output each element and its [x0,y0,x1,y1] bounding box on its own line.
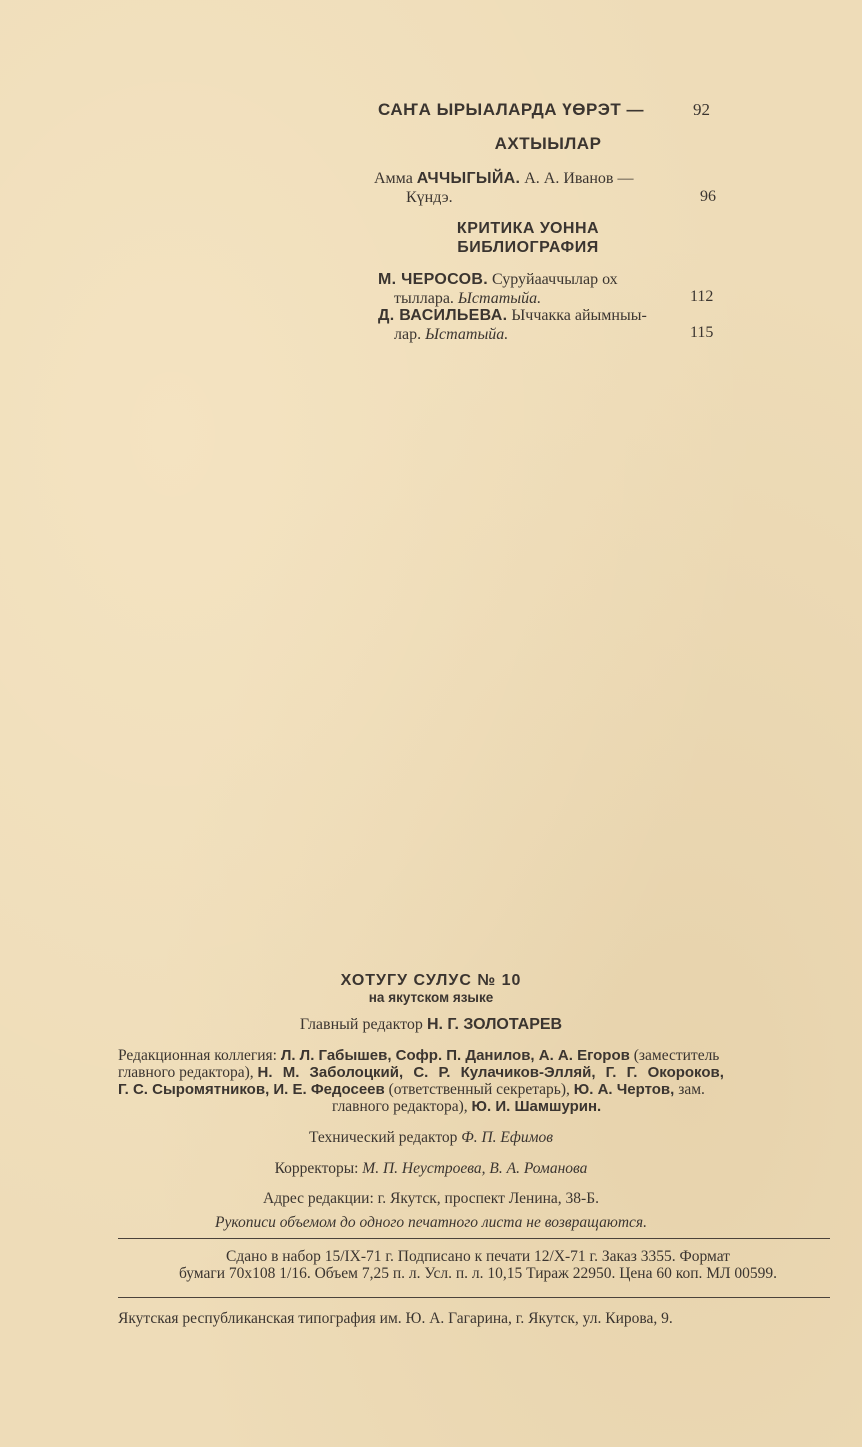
board-role: главного редактора), [332,1098,472,1115]
imprint-subtitle [0,990,862,1005]
toc-entry-line [378,270,718,289]
toc-section-line: КРИТИКА УОННА [456,220,600,237]
board-role: зам. [674,1081,705,1098]
toc-section-title: АХТЫЫЛАР [494,134,602,153]
divider-line [118,1297,830,1298]
toc-entry-prefix: Амма [374,170,413,187]
toc-section-critique [378,219,678,257]
toc-entry-line [378,306,718,325]
manuscripts-notice: Рукописи объемом до одного печатного листа не возвращаются. [214,1214,648,1231]
proofreaders-line [0,1160,862,1177]
toc-section-title: САҤА ЫРЫАЛАРДА ҮӨРЭТ — [378,100,644,119]
journal-title: ХОТУГУ СУЛУС № 10 [340,972,522,989]
board-role: главного редактора), [118,1064,258,1081]
board-names: Г. С. Сыромятников, И. Е. Федосеев [118,1081,385,1098]
toc-entry-cherosov [378,270,718,308]
technical-editor-line [0,1129,862,1146]
toc-entry-line [374,169,719,188]
board-line [118,1098,838,1115]
proofreaders-names: М. П. Неустроева, В. А. Романова [362,1160,588,1177]
toc-entry-text: А. А. Иванов — [520,170,634,187]
board-names: Л. Л. Габышев, Софр. П. Данилов, А. А. Егоров [280,1047,630,1064]
toc-section-sanga [378,100,644,120]
toc-section-line: БИБЛИОГРАФИЯ [457,239,599,256]
board-names: Н. М. Заболоцкий, С. Р. Кулачиков-Элляй, Г. Г. Окороков, [257,1064,724,1081]
toc-page-number: 115 [690,324,714,341]
board-label: Редакционная коллегия: [118,1047,281,1064]
toc-entry-text: Суруйааччылар ох [487,271,618,288]
toc-entry-line2 [378,325,718,344]
print-details-line: Сдано в набор 15/IX-71 г. Подписано к печати 12/X-71 г. Заказ 3355. Формат [226,1248,730,1265]
toc-entry-vasilyeva [378,306,718,344]
imprint-title [0,972,862,990]
toc-entry-author: АЧЧЫГЫЙА. [416,170,521,187]
toc-entry-author: М. ЧЕРОСОВ. [378,271,488,288]
proofreaders-label: Корректоры: [274,1160,363,1177]
board-names: Ю. И. Шамшурин. [471,1098,602,1115]
editorial-board [118,1047,838,1115]
toc-entry-achchygyya [374,169,719,207]
toc-page-number: 112 [690,288,714,305]
board-role: (заместитель [629,1047,720,1064]
tech-editor-name: Ф. П. Ефимов [461,1129,554,1146]
editorial-address: Адрес редакции: г. Якутск, проспект Ленина, 38-Б. [263,1190,599,1207]
board-names: Ю. А. Чертов, [573,1081,675,1098]
editor-name: Н. Г. ЗОЛОТАРЕВ [426,1016,563,1033]
toc-entry-author: Д. ВАСИЛЬЕВА. [378,307,508,324]
board-line [118,1047,838,1064]
editor-label: Главный редактор [299,1016,427,1033]
board-role: (ответственный секретарь), [384,1081,574,1098]
toc-page-number: 96 [700,188,716,205]
toc-entry-text: Ыччакка айымныы- [507,307,647,324]
toc-entry-text: лар. [394,326,426,343]
toc-page-number: 92 [693,100,710,119]
toc-entry-genre: Ыстатыйа. [425,326,509,343]
toc-section-akhtyylar [378,134,718,154]
tech-editor-label: Технический редактор [308,1129,462,1146]
toc-entry-text: тыллара. [394,290,458,307]
print-details-line: бумаги 70x108 1/16. Объем 7,25 п. л. Усл. п. л. 10,15 Тираж 22950. Цена 60 коп. МЛ 00599. [178,1265,778,1282]
toc-entry-genre: Ыстатыйа. [457,290,542,307]
chief-editor-line [0,1016,862,1033]
language-note: на якутском языке [368,990,494,1005]
print-details [118,1248,838,1282]
board-line [118,1081,838,1098]
printer-line: Якутская республиканская типография им. Ю. А. Гагарина, г. Якутск, ул. Кирова, 9. [118,1310,673,1327]
divider-line [118,1238,830,1239]
toc-entry-line2: Күндэ. [406,189,453,206]
board-line [118,1064,838,1081]
